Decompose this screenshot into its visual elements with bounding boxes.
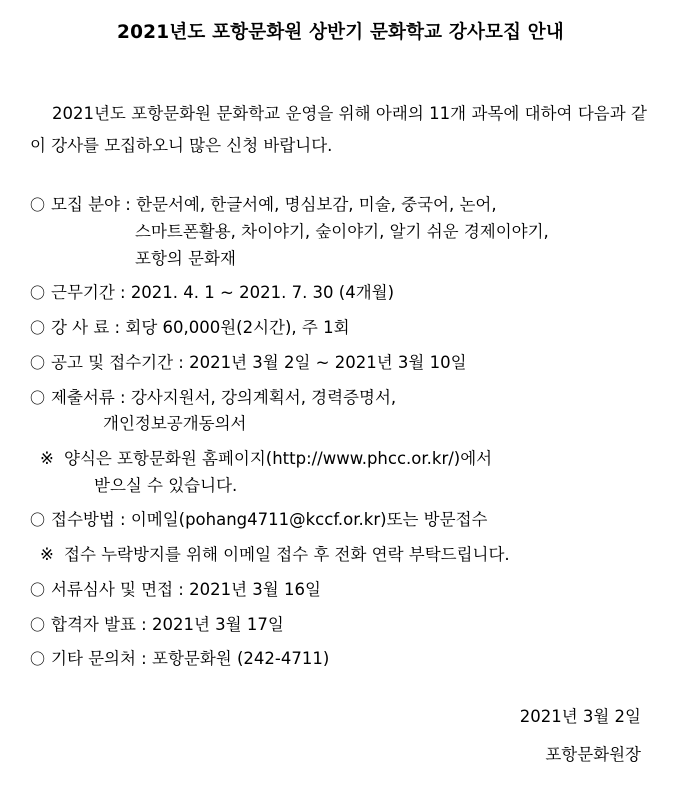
list-item-work-period bbox=[30, 280, 651, 307]
item-text: 이메일(pohang4711@kccf.or.kr)또는 방문접수 bbox=[130, 510, 488, 530]
item-text: 2021년 3월 16일 bbox=[189, 579, 321, 599]
signature-issuer: 포항문화원장 bbox=[545, 745, 641, 765]
intro-paragraph bbox=[24, 98, 657, 162]
item-body bbox=[51, 507, 651, 534]
signature-date: 2021년 3월 2일 bbox=[519, 707, 641, 727]
bullet-icon: 〇 bbox=[30, 319, 46, 338]
item-label: 접수방법 : bbox=[51, 510, 126, 530]
bullet-icon: 〇 bbox=[30, 615, 46, 634]
bullet-icon: 〇 bbox=[30, 580, 46, 599]
item-text: 한문서예, 한글서예, 명심보감, 미술, 중국어, 논어, bbox=[136, 195, 497, 215]
item-label: 제출서류 : bbox=[51, 387, 126, 407]
list-item-contact bbox=[30, 646, 651, 673]
note-mark-icon: ※ bbox=[40, 448, 54, 468]
intro-text: 2021년도 포항문화원 문화학교 운영을 위해 아래의 11개 과목에 대하여 다음과 같이 강사를 모집하오니 많은 신청 바랍니다. bbox=[30, 103, 647, 156]
list-item-lecture-fee bbox=[30, 315, 651, 342]
note-text: 접수 누락방지를 위해 이메일 접수 후 전화 연락 부탁드립니다. bbox=[64, 545, 510, 565]
item-body bbox=[51, 315, 651, 342]
notice-item-list bbox=[24, 192, 657, 673]
list-item-result-announcement bbox=[30, 612, 651, 639]
note-body bbox=[64, 446, 651, 499]
note-email-confirmation bbox=[30, 542, 651, 569]
item-body bbox=[51, 646, 651, 673]
item-label: 근무기간 : bbox=[51, 283, 126, 303]
note-text: 양식은 포항문화원 홈페이지(http://www.phcc.or.kr/)에서 bbox=[64, 448, 493, 468]
note-body bbox=[64, 542, 651, 569]
item-label: 공고 및 접수기간 : bbox=[51, 352, 184, 372]
item-label: 합격자 발표 : bbox=[51, 614, 147, 634]
item-continuation-2: 포항의 문화재 bbox=[135, 248, 236, 268]
bullet-icon: 〇 bbox=[30, 353, 46, 372]
item-continuation-1: 개인정보공개동의서 bbox=[103, 414, 247, 434]
list-item-application-method bbox=[30, 507, 651, 534]
bullet-icon: 〇 bbox=[30, 511, 46, 530]
item-text: 포항문화원 (242-4711) bbox=[152, 649, 330, 669]
item-text: 2021. 4. 1 ~ 2021. 7. 30 (4개월) bbox=[130, 283, 395, 303]
note-continuation-1: 받으실 수 있습니다. bbox=[94, 475, 238, 495]
item-body bbox=[51, 350, 651, 377]
list-item-required-documents bbox=[30, 385, 651, 438]
signature-block bbox=[520, 698, 641, 774]
list-item-application-period bbox=[30, 350, 651, 377]
bullet-icon: 〇 bbox=[30, 196, 46, 215]
item-text: 2021년 3월 17일 bbox=[152, 614, 284, 634]
bullet-icon: 〇 bbox=[30, 650, 46, 669]
note-mark-icon: ※ bbox=[40, 545, 54, 565]
item-body bbox=[51, 612, 651, 639]
item-body bbox=[51, 192, 651, 272]
item-label: 모집 분야 : bbox=[51, 195, 131, 215]
page-title: 2021년도 포항문화원 상반기 문화학교 강사모집 안내 bbox=[117, 22, 564, 43]
item-label: 서류심사 및 면접 : bbox=[51, 579, 184, 599]
list-item-recruit-fields bbox=[30, 192, 651, 272]
item-continuation-1: 스마트폰활용, 차이야기, 숲이야기, 알기 쉬운 경제이야기, bbox=[135, 221, 549, 241]
item-label: 기타 문의처 : bbox=[51, 649, 147, 669]
item-body bbox=[51, 385, 651, 438]
item-body bbox=[51, 577, 651, 604]
item-text: 강사지원서, 강의계획서, 경력증명서, bbox=[130, 387, 397, 407]
item-body bbox=[51, 280, 651, 307]
note-forms bbox=[30, 446, 651, 499]
item-text: 2021년 3월 2일 ~ 2021년 3월 10일 bbox=[189, 352, 467, 372]
bullet-icon: 〇 bbox=[30, 388, 46, 407]
list-item-screening-interview bbox=[30, 577, 651, 604]
item-text: 회당 60,000원(2시간), 주 1회 bbox=[125, 318, 350, 338]
item-label: 강 사 료 : bbox=[51, 318, 121, 338]
bullet-icon: 〇 bbox=[30, 284, 46, 303]
